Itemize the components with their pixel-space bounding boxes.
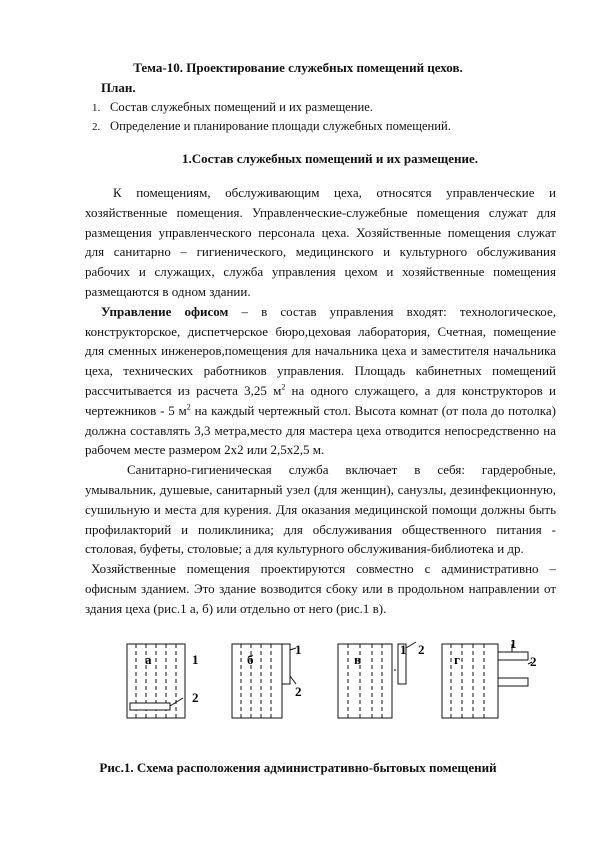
plan-list [92,98,451,136]
label-a: а [145,652,152,667]
bold-term: Управление офисом [101,303,229,319]
plan-item [92,117,451,136]
label-b: б [247,652,254,667]
number-1: 1 [400,642,407,657]
superscript: 2 [281,382,286,392]
superscript: 2 [186,402,191,412]
section-heading: 1.Состав служебных помещений и их размещение. [182,151,478,166]
number-2: 2 [530,654,537,669]
number-1: 1 [192,652,199,667]
paragraph: К помещениям, обслуживающим цеха, относятся управленческие и хозяйственные помещения. Управленческие-служебные помещения служат для размещения управленческого персонала цеха. Хозяйственные помещения служат для санитарно – гигиенического, медицинского и культурного обслуживания рабочих и служащих, служба управления цехом и хозяйственные помещения размещаются в одном здании. [85,185,556,299]
page-title: Тема-10. Проектирование служебных помещений цехов. [133,60,463,75]
admin-building [498,678,528,686]
paragraph: Санитарно-гигиеническая служба включает в себя: гардеробные, умывальник, душевые, санитарный узел (для женщин), санузлы, дезинфекционную, сушильную и места для курения. Для оказания медицинской помощи должны быть профилакторий и поликлиника; для обслуживания общественного питания - столовая, буфеты, столовые; а для культурного обслуживания-библиотека и др. [85,462,556,557]
plan-item-number: 1. [92,102,101,114]
paragraph-fragment: – в состав управления входят: технологическое, конструкторское, диспетчерское бюро,цеховая лаборатория, Счетная, помещение для сменных инженеров,помещения для начальника цеха и заместителя начальника цеха, технических работников управления. Площадь кабинетных помещений рассчитывается из расчета 3,25 м [85,303,556,398]
number-1: 1 [295,642,302,657]
body-text [85,183,556,619]
paragraph-fragment: на одного служащего, а для конструкторов и чертежников - 5 м [85,382,556,418]
paragraph [85,302,556,460]
connector-block [498,652,528,660]
plan-heading: План. [101,80,136,95]
number-2: 2 [295,684,302,699]
paragraph: Хозяйственные помещения проектируются совместно с административно – офисным зданием. Это здание возводится сбоку или в продольном направлении от здания цеха (рис.1 а, б) или отдельно от него (рис.1 в). [85,561,556,616]
plan-item-text: Определение и планирование площади служебных помещений. [110,119,451,133]
number-1: 1 [510,640,517,651]
admin-building [282,644,290,684]
figure-caption: Рис.1. Схема расположения административно-бытовых помещений [99,760,497,775]
scheme-b [232,644,296,718]
workshop-building [338,644,392,718]
plan-item-number: 2. [92,121,101,133]
workshop-building [442,644,498,718]
layout-diagram [120,640,540,720]
scheme-a [127,644,185,718]
plan-item [92,98,451,117]
plan-item-text: Состав служебных помещений и их размещение. [110,100,373,114]
admin-building [130,703,170,710]
workshop-building [232,644,282,718]
label-v: в [354,652,362,667]
number-2: 2 [418,642,425,657]
paragraph-fragment: на каждый чертежный стол. Высота комнат (от пола до потолка) должна составлять 3,3 метра,место для мастера цеха отводится непосредственно на рабочем месте размером 2х2 или 2,5х2,5 м. [85,402,556,458]
number-2: 2 [192,690,199,705]
label-g: г [454,652,460,667]
